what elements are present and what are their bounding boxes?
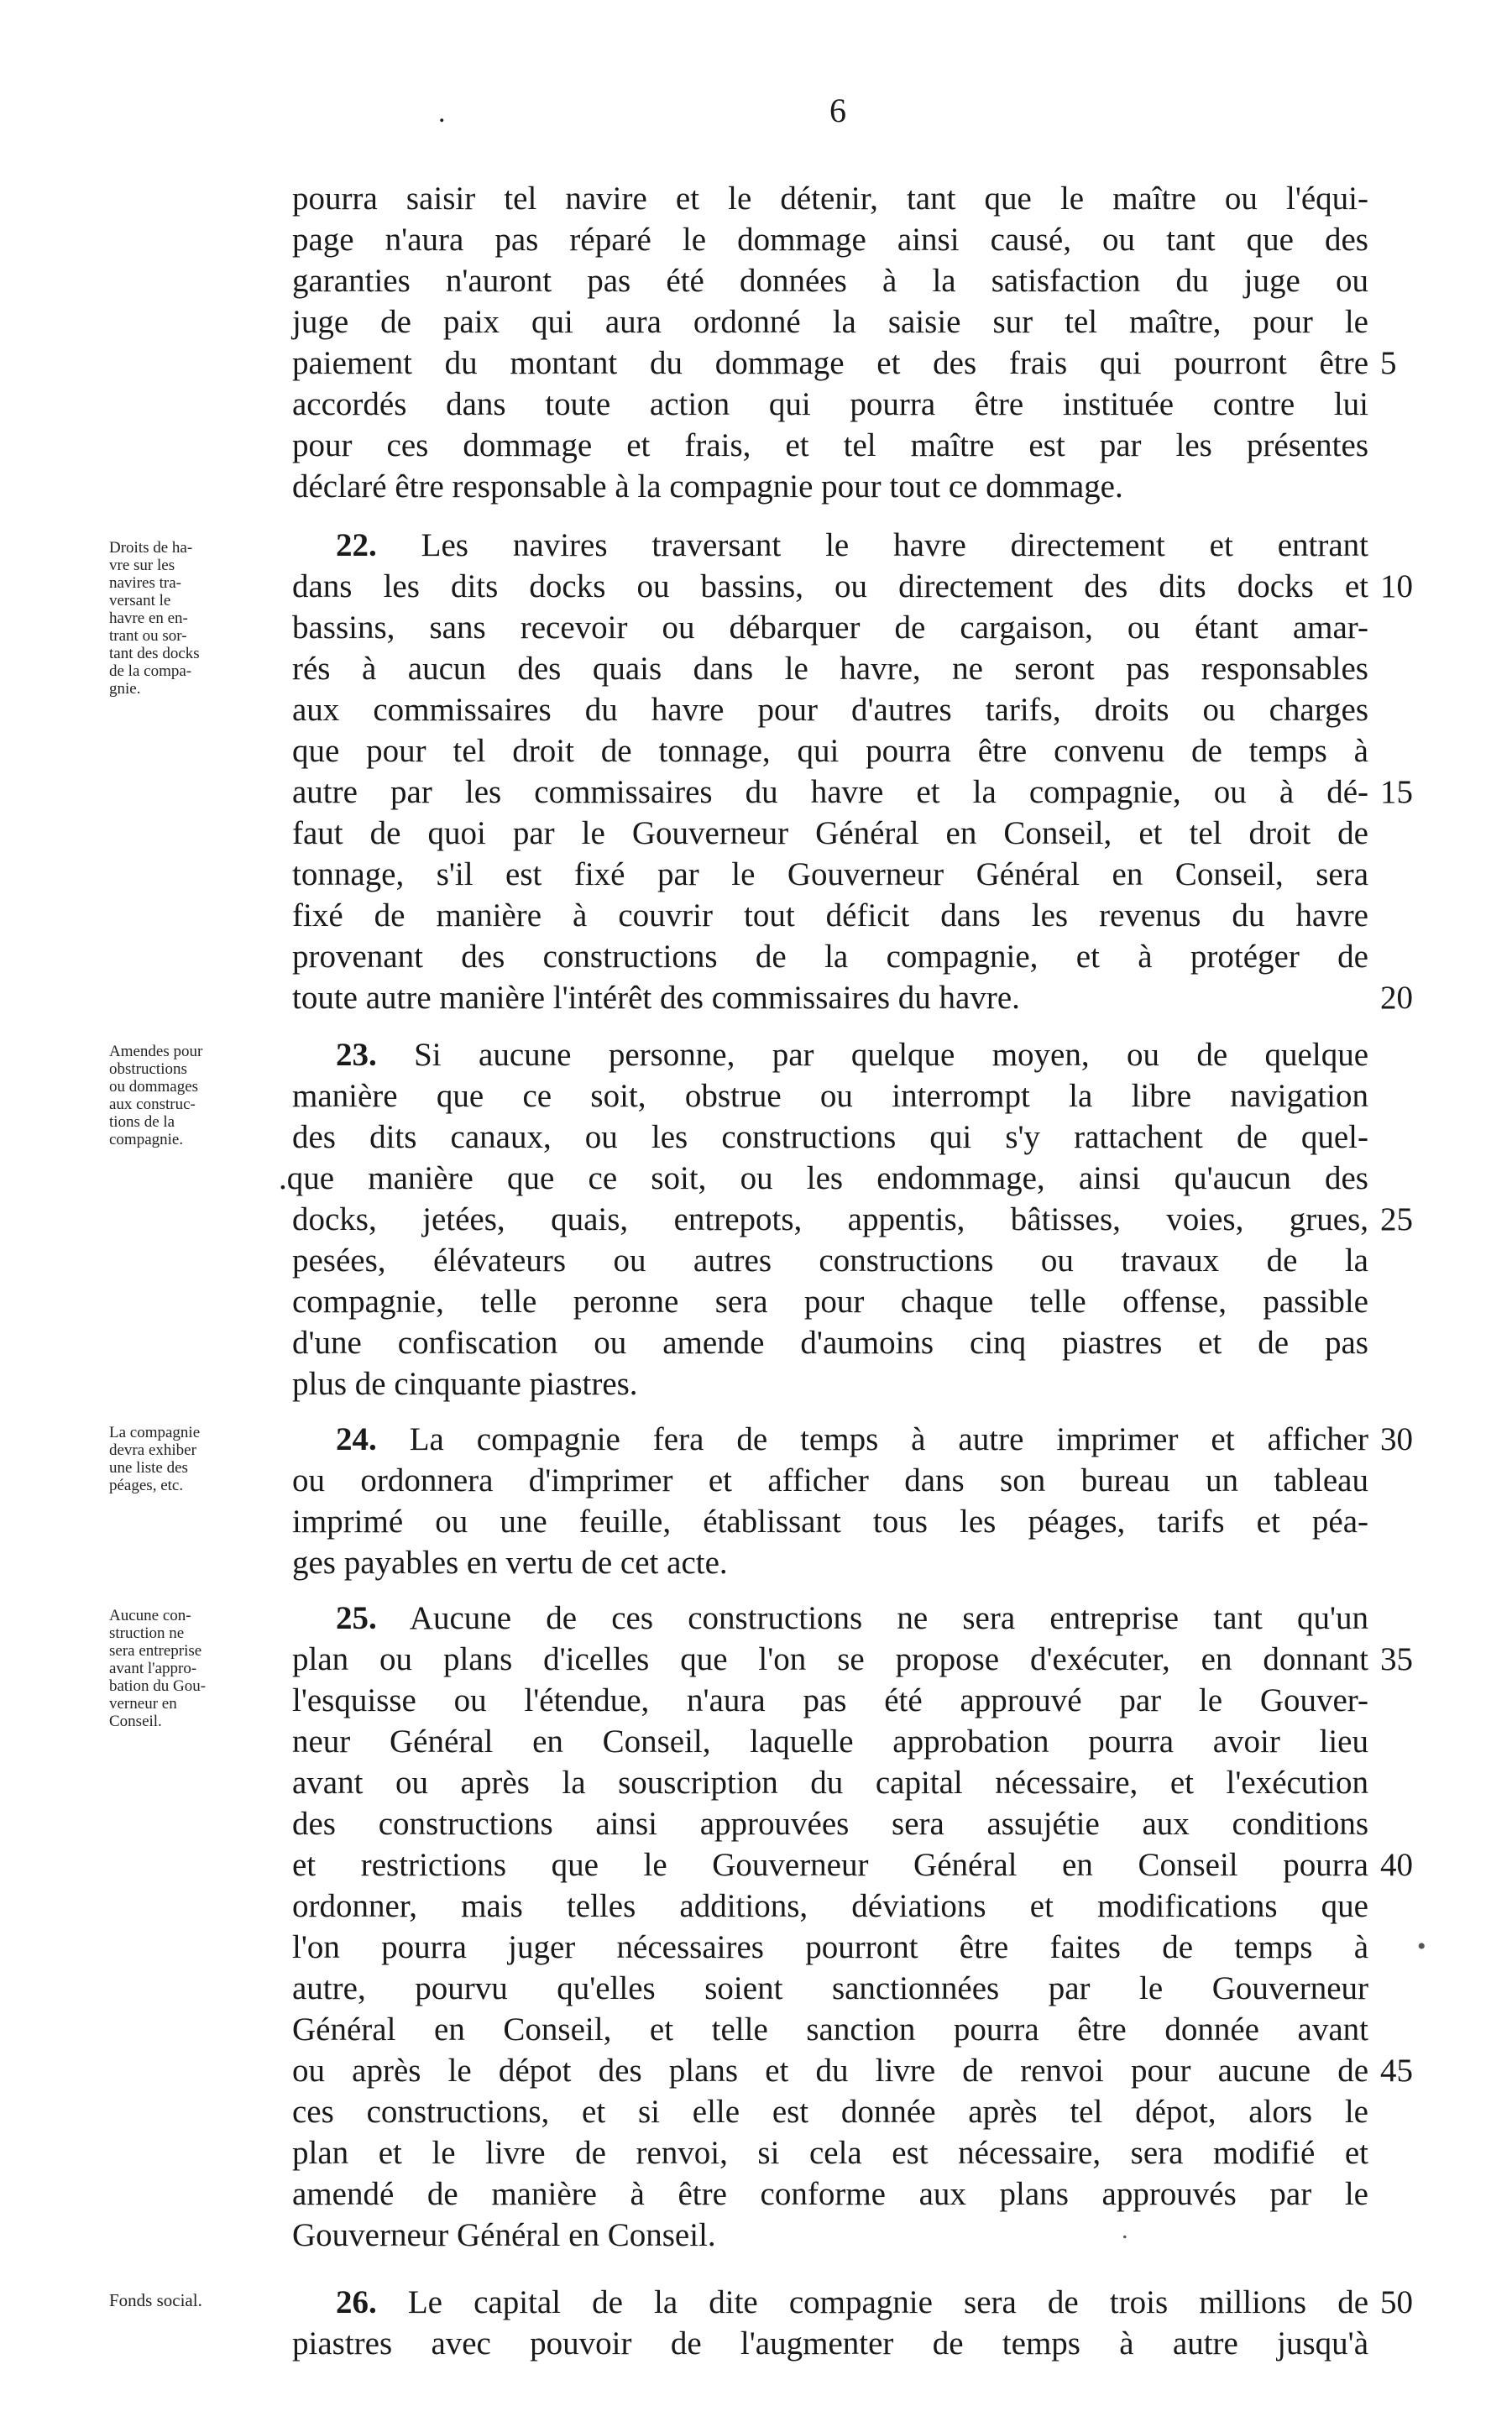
text-line: faut de quoi par le Gouverneur Général en Conseil, et tel droit de <box>292 815 1368 851</box>
margin-note: Droits de ha- vre sur les navires tra- versant le havre en en- trant ou sor- tant des docks de la compa- gnie. <box>109 539 200 698</box>
text-line: compagnie, telle peronne sera pour chaque telle offense, passible <box>292 1284 1368 1320</box>
line-number: 35 <box>1380 1641 1413 1677</box>
text-line: rés à aucun des quais dans le havre, ne seront pas responsables <box>292 651 1368 687</box>
text-line: .que manière que ce soit, ou les endommage, ainsi qu'aucun des <box>279 1160 1368 1196</box>
text-line: neur Général en Conseil, laquelle approbation pourra avoir lieu <box>292 1723 1368 1760</box>
text-line: pesées, élévateurs ou autres constructions ou travaux de la <box>292 1242 1368 1279</box>
text-line: Gouverneur Général en Conseil. <box>292 2217 716 2253</box>
line-number: 15 <box>1380 774 1413 810</box>
text-line: 24. La compagnie fera de temps à autre imprimer et afficher <box>336 1421 1368 1457</box>
line-number: 20 <box>1380 980 1413 1016</box>
text-line: paiement du montant du dommage et des frais qui pourront être <box>292 345 1368 381</box>
text-line: et restrictions que le Gouverneur Général en Conseil pourra <box>292 1847 1368 1883</box>
text-line: que pour tel droit de tonnage, qui pourra être convenu de temps à <box>292 733 1368 769</box>
text-line: déclaré être responsable à la compagnie pour tout ce dommage. <box>292 468 1123 505</box>
text-line: l'esquisse ou l'étendue, n'aura pas été approuvé par le Gouver- <box>292 1682 1368 1718</box>
text-line: manière que ce soit, obstrue ou interrompt la libre navigation <box>292 1078 1368 1114</box>
section-number: 26. <box>336 2284 377 2320</box>
section-number: 22. <box>336 527 377 563</box>
text-line: 23. Si aucune personne, par quelque moyen, ou de quelque <box>336 1037 1368 1073</box>
text-line: amendé de manière à être conforme aux plans approuvés par le <box>292 2176 1368 2212</box>
line-number: 50 <box>1380 2284 1413 2320</box>
text-line: accordés dans toute action qui pourra être instituée contre lui <box>292 386 1368 422</box>
text-line: garanties n'auront pas été données à la satisfaction du juge ou <box>292 263 1368 299</box>
text-line: imprimé ou une feuille, établissant tous les péages, tarifs et péa- <box>292 1504 1368 1540</box>
text-line: plan et le livre de renvoi, si cela est nécessaire, sera modifié et <box>292 2135 1368 2171</box>
text-line: ces constructions, et si elle est donnée après tel dépot, alors le <box>292 2094 1368 2130</box>
stray-mark: • <box>1417 1933 1426 1960</box>
text-line: 22. Les navires traversant le havre directement et entrant <box>336 527 1368 563</box>
line-number: 5 <box>1380 345 1397 381</box>
text-line: l'on pourra juger nécessaires pourront être faites de temps à <box>292 1929 1368 1965</box>
margin-note: Fonds social. <box>109 2290 202 2310</box>
text-line: bassins, sans recevoir ou débarquer de cargaison, ou étant amar- <box>292 609 1368 646</box>
text-line: piastres avec pouvoir de l'augmenter de temps à autre jusqu'à <box>292 2325 1368 2362</box>
text-line: pourra saisir tel navire et le détenir, tant que le maître ou l'équi- <box>292 180 1368 217</box>
margin-note: Amendes pour obstructions ou dommages aux construc- tions de la compagnie. <box>109 1043 203 1148</box>
text-line: fixé de manière à couvrir tout déficit dans les revenus du havre <box>292 897 1368 934</box>
margin-note: Aucune con- struction ne sera entreprise avant l'appro- bation du Gou- verneur en Conseil. <box>109 1607 207 1730</box>
section-number: 25. <box>336 1600 377 1636</box>
text-line: ordonner, mais telles additions, déviations et modifications que <box>292 1888 1368 1924</box>
text-line: plus de cinquante piastres. <box>292 1366 638 1402</box>
text-line: d'une confiscation ou amende d'aumoins cinq piastres et de pas <box>292 1325 1368 1361</box>
section-number: 23. <box>336 1037 377 1073</box>
text-line: des dits canaux, ou les constructions qui s'y rattachent de quel- <box>292 1119 1368 1155</box>
text-line: pour ces dommage et frais, et tel maître est par les présentes <box>292 427 1368 463</box>
text-line: ou après le dépot des plans et du livre de renvoi pour aucune de <box>292 2053 1368 2089</box>
text-line: aux commissaires du havre pour d'autres tarifs, droits ou charges <box>292 692 1368 728</box>
text-line: docks, jetées, quais, entrepots, appentis, bâtisses, voies, grues, <box>292 1201 1368 1237</box>
text-line: 26. Le capital de la dite compagnie sera de trois millions de <box>336 2284 1368 2320</box>
section-number: 24. <box>336 1421 377 1457</box>
text-line: dans les dits docks ou bassins, ou directement des dits docks et <box>292 568 1368 604</box>
text-line: Général en Conseil, et telle sanction pourra être donnée avant <box>292 2011 1368 2048</box>
text-line: plan ou plans d'icelles que l'on se propose d'exécuter, en donnant <box>292 1641 1368 1677</box>
text-line: des constructions ainsi approuvées sera assujétie aux conditions <box>292 1806 1368 1842</box>
text-line: page n'aura pas réparé le dommage ainsi causé, ou tant que des <box>292 222 1368 258</box>
stray-mark: . <box>1122 2216 1128 2244</box>
text-line: autre par les commissaires du havre et la compagnie, ou à dé- <box>292 774 1368 810</box>
text-line: juge de paix qui aura ordonné la saisie sur tel maître, pour le <box>292 304 1368 340</box>
text-line: 25. Aucune de ces constructions ne sera entreprise tant qu'un <box>336 1600 1368 1636</box>
text-line: toute autre manière l'intérêt des commissaires du havre. <box>292 980 1020 1016</box>
text-line: ou ordonnera d'imprimer et afficher dans son bureau un tableau <box>292 1462 1368 1499</box>
page-number: 6 <box>829 92 846 129</box>
line-number: 45 <box>1380 2053 1413 2089</box>
line-number: 30 <box>1380 1421 1413 1457</box>
margin-note: La compagnie devra exhiber une liste des péages, etc. <box>109 1424 201 1494</box>
text-line: tonnage, s'il est fixé par le Gouverneur Général en Conseil, sera <box>292 856 1368 892</box>
line-number: 40 <box>1380 1847 1413 1883</box>
page-dot: . <box>438 97 446 128</box>
text-line: ges payables en vertu de cet acte. <box>292 1545 728 1581</box>
text-line: avant ou après la souscription du capital nécessaire, et l'exécution <box>292 1765 1368 1801</box>
line-number: 10 <box>1380 568 1413 604</box>
line-number: 25 <box>1380 1201 1413 1237</box>
text-line: provenant des constructions de la compagnie, et à protéger de <box>292 939 1368 975</box>
text-line: autre, pourvu qu'elles soient sanctionnées par le Gouverneur <box>292 1970 1368 2006</box>
